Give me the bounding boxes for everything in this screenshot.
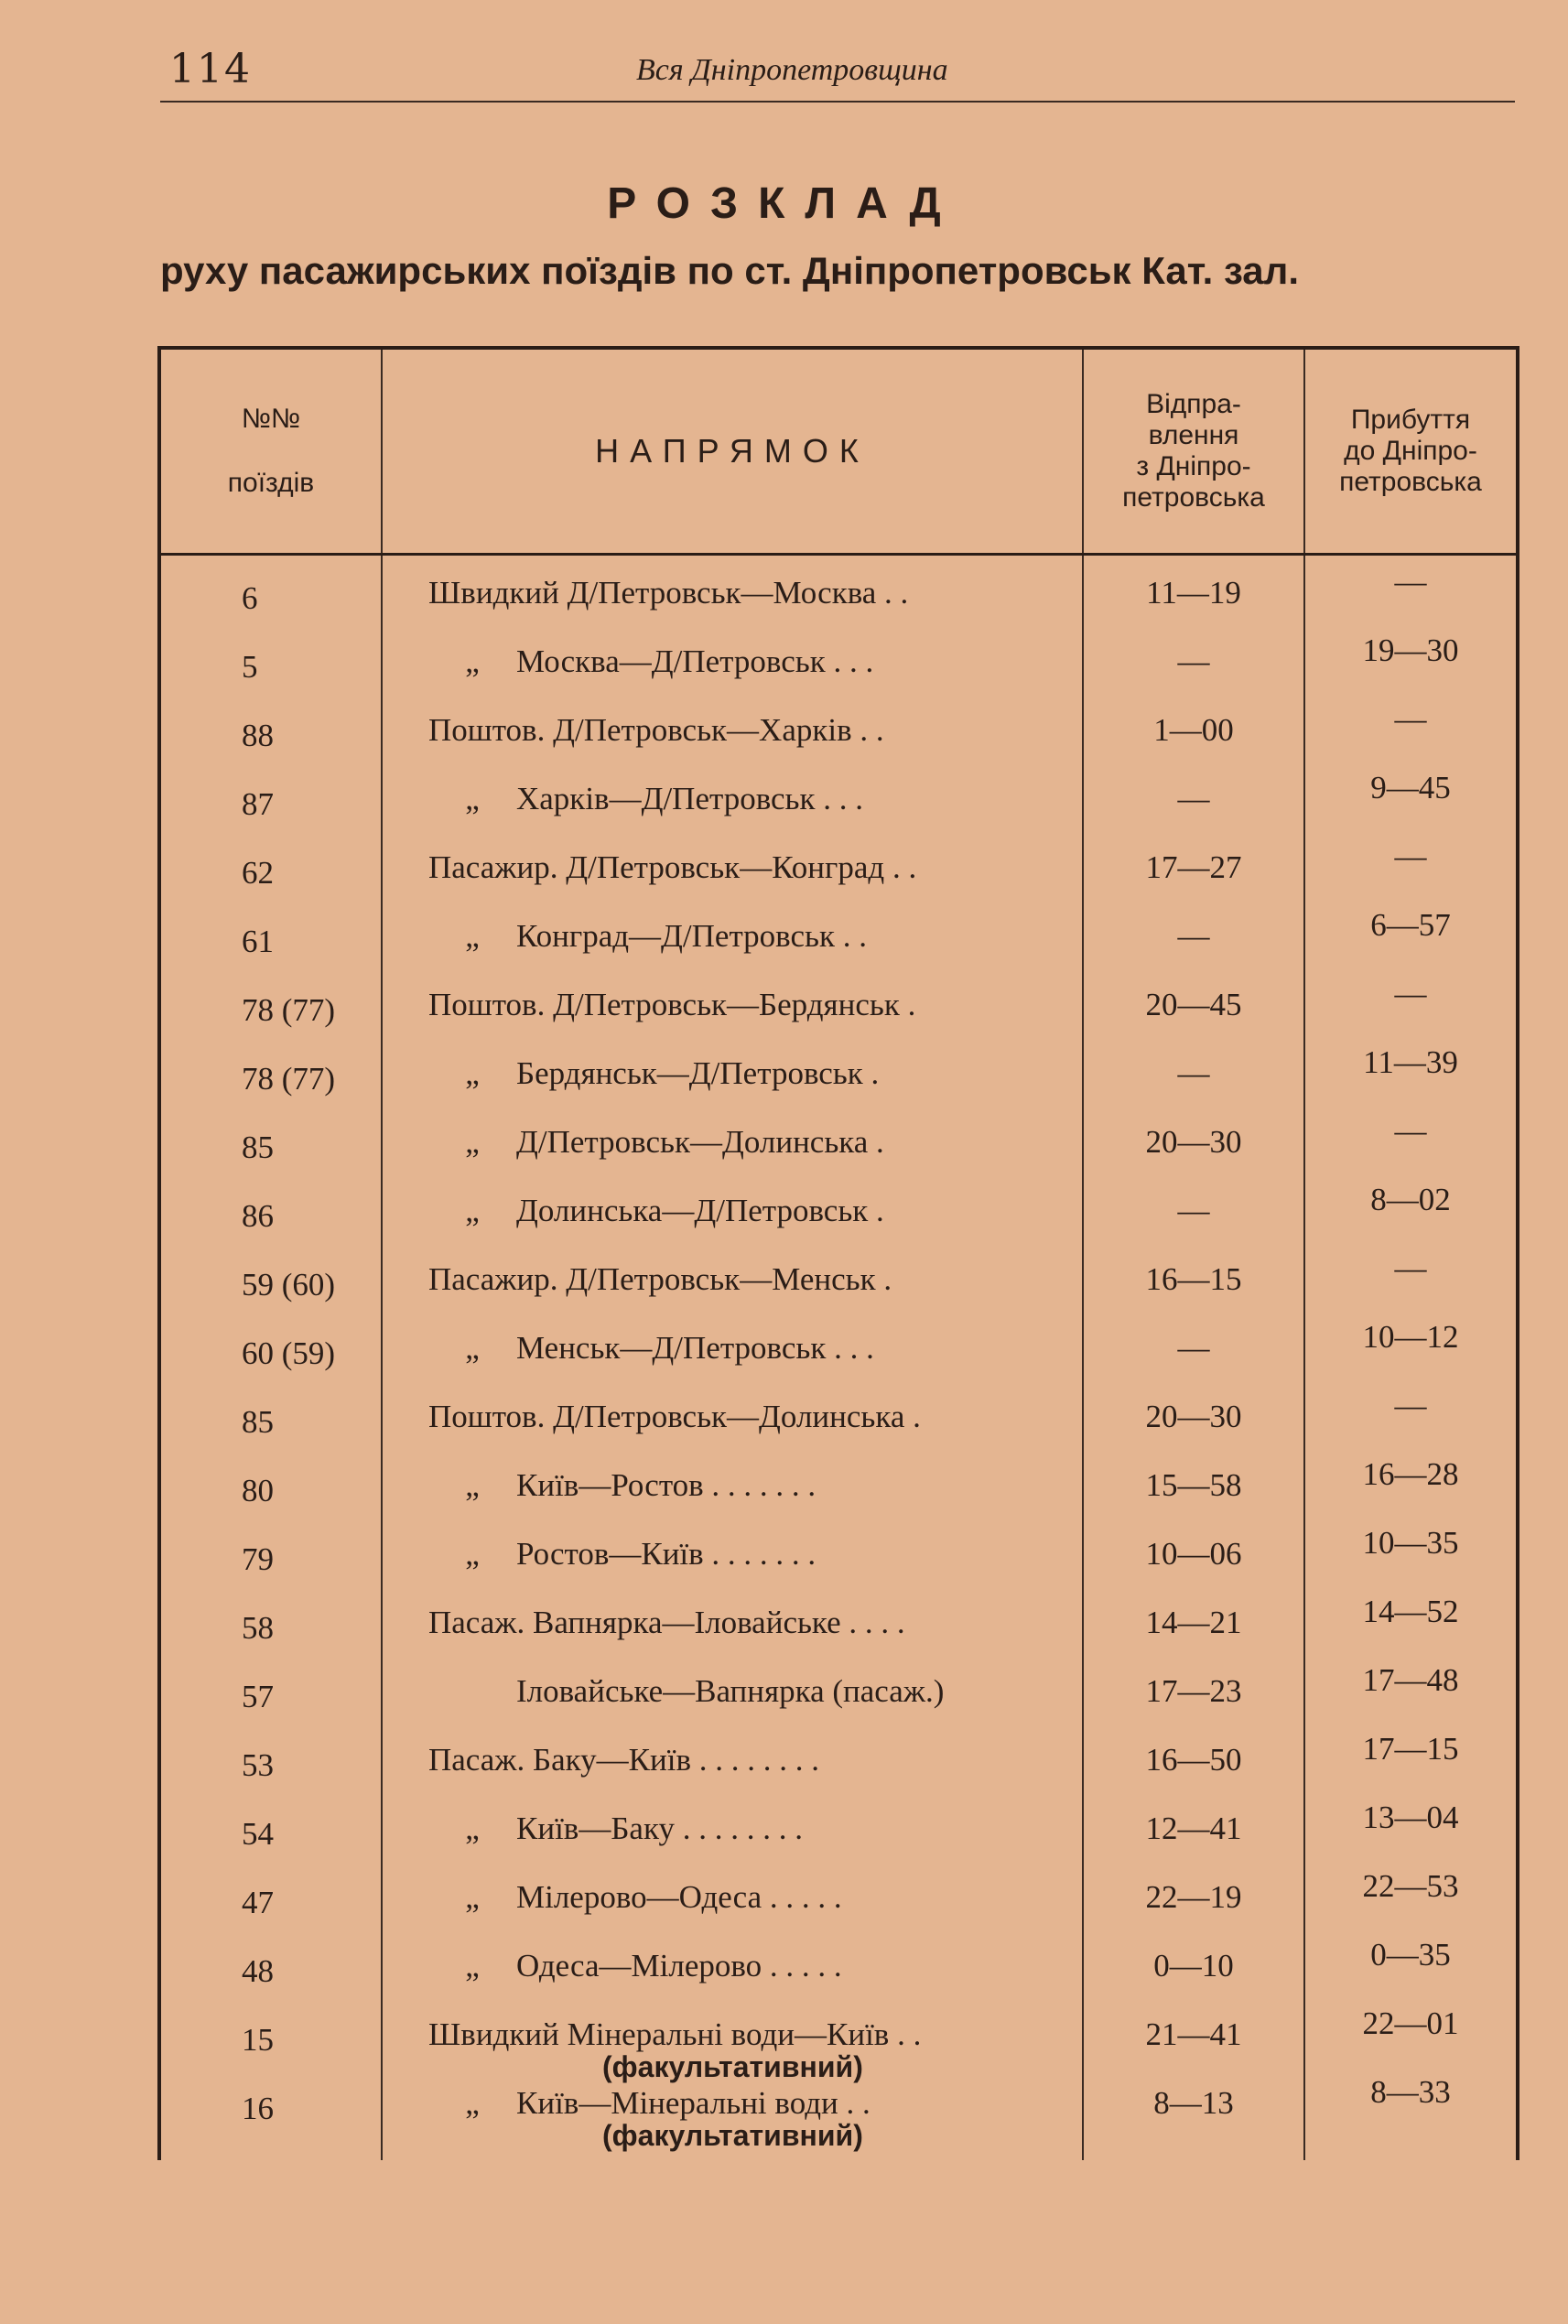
header-departure: [1084, 350, 1303, 553]
train-route: Д/Петровськ—Менськ .: [566, 1261, 892, 1297]
header-direction: НАПРЯМОК: [595, 432, 870, 470]
departure-time: 15—58: [1145, 1467, 1242, 1503]
train-number: 48: [242, 1953, 274, 1989]
departure-time: 20—30: [1145, 1399, 1242, 1434]
arrival-time: 11—39: [1363, 1044, 1458, 1080]
train-route: Мілерово—Одеса . . . . .: [516, 1879, 842, 1915]
train-direction: [428, 1055, 1069, 1092]
train-route: Одеса—Мілерово . . . . .: [516, 1948, 842, 1984]
train-number: 87: [242, 786, 274, 822]
table-row: [161, 1319, 1516, 1391]
train-direction: [428, 987, 1069, 1023]
departure-time: 17—23: [1145, 1673, 1242, 1709]
departure-time: —: [1177, 781, 1210, 816]
train-number: 58: [242, 1610, 274, 1646]
train-number: 86: [242, 1198, 274, 1234]
header-departure-line: Відпра-: [1146, 389, 1241, 419]
train-number: 62: [242, 855, 274, 891]
train-route: Долинська—Д/Петровськ .: [516, 1193, 884, 1228]
train-category: „: [465, 1536, 480, 1572]
arrival-time: 16—28: [1362, 1456, 1459, 1492]
train-number: 88: [242, 718, 274, 753]
arrival-time: 17—15: [1362, 1731, 1459, 1767]
header-num-label: поїздів: [227, 468, 315, 498]
train-number: 85: [242, 1130, 274, 1165]
page-number: 114: [169, 46, 252, 92]
train-category: „: [465, 2085, 480, 2121]
train-direction: [428, 1193, 1069, 1229]
train-number: 47: [242, 1885, 274, 1920]
train-direction: [428, 1399, 1069, 1435]
train-direction: [428, 575, 1069, 611]
table-row: [161, 1182, 1516, 1254]
train-number: 16: [242, 2091, 274, 2126]
train-direction: [428, 1948, 1069, 1984]
train-direction: [428, 643, 1069, 680]
header-arrival-line: Прибуття: [1350, 405, 1471, 435]
departure-time: 11—19: [1146, 575, 1241, 611]
train-direction: [428, 918, 1069, 955]
train-category: „: [465, 1948, 480, 1984]
arrival-time: 0—35: [1370, 1937, 1451, 1973]
train-route: Д/Петровськ—Долинська .: [516, 1124, 884, 1160]
departure-time: —: [1177, 918, 1210, 954]
table-row: [161, 632, 1516, 705]
train-route: Москва—Д/Петровськ . . .: [516, 643, 874, 679]
table-row: [161, 1113, 1516, 1185]
train-category: „: [465, 1330, 480, 1366]
arrival-time: 22—01: [1362, 2005, 1459, 2041]
train-route: Харків—Д/Петровськ . . .: [516, 781, 864, 816]
departure-time: —: [1177, 1193, 1210, 1228]
train-note: (факультативний): [602, 2050, 863, 2083]
train-route: Менськ—Д/Петровськ . . .: [516, 1330, 874, 1366]
train-category: Швидкий: [428, 2016, 559, 2052]
train-route: Д/Петровськ—Харків . .: [553, 712, 884, 748]
arrival-time: —: [1394, 701, 1427, 737]
train-direction: [428, 2016, 1069, 2081]
train-category: „: [465, 1124, 480, 1160]
train-number: 78 (77): [242, 1061, 336, 1097]
train-number: 15: [242, 2022, 274, 2058]
train-route: Д/Петровськ—Конград . .: [566, 849, 917, 885]
train-direction: [428, 1742, 1069, 1778]
table-row: [161, 1868, 1516, 1940]
train-direction: [428, 1467, 1069, 1504]
train-number: 53: [242, 1747, 274, 1783]
header-num-symbol: №№: [241, 404, 301, 434]
table-row: [161, 1388, 1516, 1460]
departure-time: 8—13: [1153, 2085, 1234, 2121]
header-departure-line: з Дніпро-: [1136, 451, 1251, 481]
train-note: (факультативний): [602, 2119, 863, 2152]
page-subtitle: руху пасажирських поїздів по ст. Дніпропетровськ Кат. зал.: [160, 249, 1300, 292]
train-number: 61: [242, 924, 274, 959]
table-row: [161, 907, 1516, 979]
train-route: Вапнярка—Іловайське . . . .: [533, 1605, 905, 1640]
departure-time: 16—15: [1145, 1261, 1242, 1297]
train-route: Ростов—Київ . . . . . . .: [516, 1536, 816, 1572]
arrival-time: 14—52: [1362, 1594, 1459, 1629]
train-direction: [428, 849, 1069, 886]
arrival-time: —: [1394, 1113, 1427, 1149]
arrival-time: 10—12: [1362, 1319, 1459, 1355]
train-category: Поштов.: [428, 1399, 546, 1434]
departure-time: —: [1177, 643, 1210, 679]
table-row: [161, 1800, 1516, 1872]
train-direction: [428, 1330, 1069, 1367]
header-arrival-line: петровська: [1339, 467, 1482, 497]
train-category: Пасаж.: [428, 1742, 525, 1778]
train-number: 6: [242, 580, 258, 616]
train-direction: [428, 2085, 1069, 2152]
table-row: [161, 1250, 1516, 1323]
arrival-time: 6—57: [1370, 907, 1451, 943]
table-row: [161, 564, 1516, 636]
train-route: Баку—Київ . . . . . . . .: [533, 1742, 819, 1778]
train-route: Київ—Ростов . . . . . . .: [516, 1467, 816, 1503]
departure-time: —: [1177, 1055, 1210, 1091]
train-route: Д/Петровськ—Москва . .: [567, 575, 909, 611]
departure-time: 20—45: [1145, 987, 1242, 1022]
train-category: Пасажир.: [428, 1261, 558, 1297]
train-direction: [428, 1261, 1069, 1298]
schedule-table: [157, 346, 1519, 2160]
table-row: [161, 1044, 1516, 1117]
departure-time: 14—21: [1145, 1605, 1242, 1640]
table-row: [161, 976, 1516, 1048]
departure-time: 10—06: [1145, 1536, 1242, 1572]
train-number: 59 (60): [242, 1267, 336, 1303]
train-number: 54: [242, 1816, 274, 1852]
train-category: „: [465, 1193, 480, 1228]
train-category: „: [465, 1055, 480, 1091]
train-route: Мінеральні води—Київ . .: [567, 2016, 922, 2052]
arrival-time: 8—02: [1370, 1182, 1451, 1217]
train-category: Пасаж.: [428, 1605, 525, 1640]
train-direction: [428, 712, 1069, 749]
departure-time: —: [1177, 1330, 1210, 1366]
train-number: 78 (77): [242, 992, 336, 1028]
departure-time: 16—50: [1145, 1742, 1242, 1778]
table-row: [161, 2005, 1516, 2083]
departure-time: 0—10: [1153, 1948, 1234, 1984]
table-row: [161, 838, 1516, 911]
train-route: Іловайське—Вапнярка (пасаж.): [516, 1673, 945, 1709]
train-route: Д/Петровськ—Бердянськ .: [553, 987, 916, 1022]
arrival-time: 22—53: [1362, 1868, 1459, 1904]
train-number: 57: [242, 1679, 274, 1714]
train-category: „: [465, 1879, 480, 1915]
train-number: 85: [242, 1404, 274, 1440]
train-direction: [428, 1124, 1069, 1161]
train-number: 60 (59): [242, 1335, 336, 1371]
train-route: Київ—Баку . . . . . . . .: [516, 1811, 803, 1846]
train-number: 80: [242, 1473, 274, 1508]
arrival-time: —: [1394, 1250, 1427, 1286]
train-direction: [428, 1879, 1069, 1916]
arrival-time: 17—48: [1362, 1662, 1459, 1698]
page-header: [160, 46, 1515, 103]
train-number: 5: [242, 649, 258, 685]
train-category: „: [465, 918, 480, 954]
departure-time: 20—30: [1145, 1124, 1242, 1160]
header-arrival-line: до Дніпро-: [1344, 436, 1477, 466]
train-category: „: [465, 1467, 480, 1503]
table-row: [161, 1525, 1516, 1597]
train-direction: [428, 1811, 1069, 1847]
arrival-time: 10—35: [1362, 1525, 1459, 1561]
arrival-time: —: [1394, 976, 1427, 1011]
departure-time: 1—00: [1153, 712, 1234, 748]
arrival-time: 19—30: [1362, 632, 1459, 668]
table-row: [161, 2074, 1516, 2152]
train-route: Бердянськ—Д/Петровськ .: [516, 1055, 880, 1091]
header-train-number: [161, 350, 381, 553]
header-arrival: [1305, 350, 1516, 553]
table-row: [161, 1662, 1516, 1735]
page-title: РОЗКЛАД: [607, 179, 961, 228]
departure-time: 22—19: [1145, 1879, 1242, 1915]
table-row: [161, 1731, 1516, 1803]
train-route: Д/Петровськ—Долинська .: [553, 1399, 921, 1434]
train-number: 79: [242, 1541, 274, 1577]
departure-time: 21—41: [1145, 2016, 1242, 2052]
departure-time: 17—27: [1145, 849, 1242, 885]
table-row: [161, 701, 1516, 773]
table-row: [161, 770, 1516, 842]
train-category: Поштов.: [428, 712, 546, 748]
arrival-time: —: [1394, 564, 1427, 600]
train-direction: [428, 1536, 1069, 1573]
train-direction: [428, 1605, 1069, 1641]
train-category: Пасажир.: [428, 849, 558, 885]
arrival-time: 13—04: [1362, 1800, 1459, 1835]
header-departure-line: влення: [1148, 420, 1239, 450]
header-departure-line: петровська: [1122, 482, 1265, 513]
train-category: „: [465, 781, 480, 816]
table-row: [161, 1456, 1516, 1529]
arrival-time: 8—33: [1370, 2074, 1451, 2110]
header-separator: [161, 553, 1516, 556]
table-row: [161, 1937, 1516, 2009]
train-category: Швидкий: [428, 575, 559, 611]
arrival-time: 9—45: [1370, 770, 1451, 805]
train-category: „: [465, 643, 480, 679]
table-row: [161, 1594, 1516, 1666]
train-route: Київ—Мінеральні води . .: [516, 2085, 871, 2121]
train-route: Конград—Д/Петровськ . .: [516, 918, 867, 954]
train-category: „: [465, 1811, 480, 1846]
train-category: Поштов.: [428, 987, 546, 1022]
running-title: Вся Дніпропетровщина: [636, 53, 948, 87]
departure-time: 12—41: [1145, 1811, 1242, 1846]
train-direction: [428, 781, 1069, 817]
arrival-time: —: [1394, 838, 1427, 874]
arrival-time: —: [1394, 1388, 1427, 1423]
train-direction: [428, 1673, 1069, 1710]
